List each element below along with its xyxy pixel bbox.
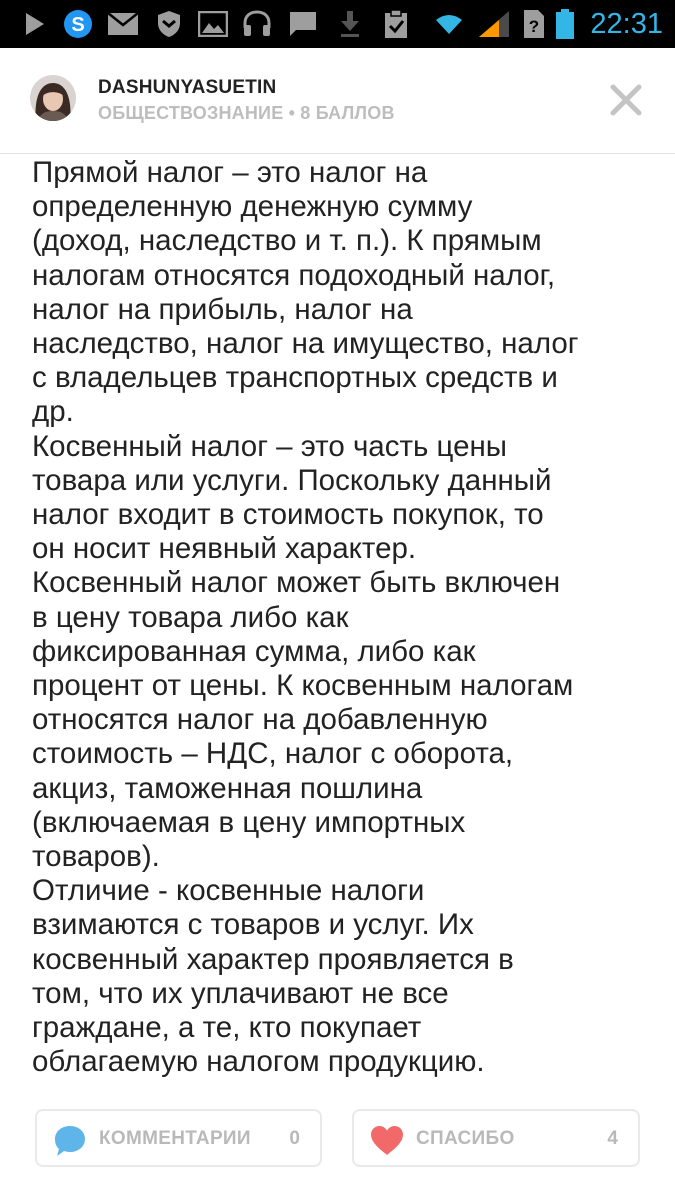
avatar[interactable] <box>30 75 76 121</box>
chat-icon <box>286 0 320 48</box>
answer-line: товара или услуги. Поскольку данный <box>32 463 552 497</box>
answer-line: фиксированная сумма, либо как <box>32 634 476 668</box>
close-icon <box>604 78 648 122</box>
answer-line: относятся налог на добавленную <box>32 703 488 737</box>
answer-line: налогам относятся подоходный налог, <box>32 258 556 292</box>
answer-line: акциз, таможенная пошлина <box>32 771 423 805</box>
svg-text:?: ? <box>528 17 540 36</box>
comments-count: 0 <box>289 1128 300 1149</box>
answer-line: налог входит в стоимость покупок, то <box>32 498 544 532</box>
answer-line: граждане, а те, кто покупает <box>32 1011 422 1045</box>
svg-text:S: S <box>71 14 85 36</box>
comment-icon <box>53 1124 87 1163</box>
answer-line: товаров). <box>32 840 160 874</box>
answer-line: наследство, налог на имущество, налог <box>32 327 579 361</box>
answer-line: Отличие - косвенные налоги <box>32 874 425 908</box>
answer-line: стоимость – НДС, налог с оборота, <box>32 737 514 771</box>
headset-icon <box>240 0 274 48</box>
no-sim-icon <box>522 0 546 48</box>
status-time: 22:31 <box>590 8 663 40</box>
thanks-count: 4 <box>607 1128 618 1149</box>
answer-line: в цену товара либо как <box>32 600 349 634</box>
answer-line: налог на прибыль, налог на <box>32 292 413 326</box>
heart-icon <box>369 1124 405 1161</box>
close-button[interactable] <box>604 78 648 122</box>
username[interactable]: DASHUNYASUETIN <box>98 77 277 98</box>
answer-line: (включаемая в цену импортных <box>32 805 466 839</box>
thanks-button[interactable] <box>352 1109 640 1167</box>
answer-line: Косвенный налог – это часть цены <box>32 429 508 463</box>
answer-header <box>0 48 675 154</box>
subject-points: ОБЩЕСТВОЗНАНИЕ • 8 БАЛЛОВ <box>98 103 395 123</box>
signal-icon <box>476 0 512 48</box>
status-bar <box>0 0 675 48</box>
answer-line: Косвенный налог может быть включен <box>32 566 561 600</box>
comments-label: КОММЕНТАРИИ <box>99 1128 251 1149</box>
answer-line: процент от цены. К косвенным налогам <box>32 669 574 703</box>
answer-line: др. <box>32 395 74 429</box>
shield-icon <box>154 0 184 48</box>
answer-line: взимаются с товаров и услуг. Их <box>32 908 474 942</box>
answer-line: определенную денежную сумму <box>32 190 473 224</box>
answer-line: Прямой налог – это налог на <box>32 156 428 189</box>
image-icon <box>196 0 230 48</box>
answer-line: том, что их уплачивают не все <box>32 976 449 1010</box>
clipboard-icon <box>380 0 412 48</box>
battery-icon <box>552 0 578 48</box>
play-icon <box>20 0 50 48</box>
answer-line: с владельцев транспортных средств и <box>32 361 558 395</box>
answer-line: он носит неявный характер. <box>32 532 417 566</box>
wifi-icon <box>434 0 464 48</box>
answer-line: (доход, наследство и т. п.). К прямым <box>32 224 542 258</box>
skype-icon <box>60 0 96 48</box>
answer-line: косвенный характер проявляется в <box>32 942 514 976</box>
comments-button[interactable] <box>35 1109 322 1167</box>
answer-line: облагаемую налогом продукцию. <box>32 1045 485 1079</box>
header-divider <box>0 153 675 154</box>
download-icon <box>336 0 364 48</box>
answer-text <box>32 156 652 1079</box>
thanks-label: СПАСИБО <box>416 1128 515 1149</box>
mail-icon <box>106 0 140 48</box>
